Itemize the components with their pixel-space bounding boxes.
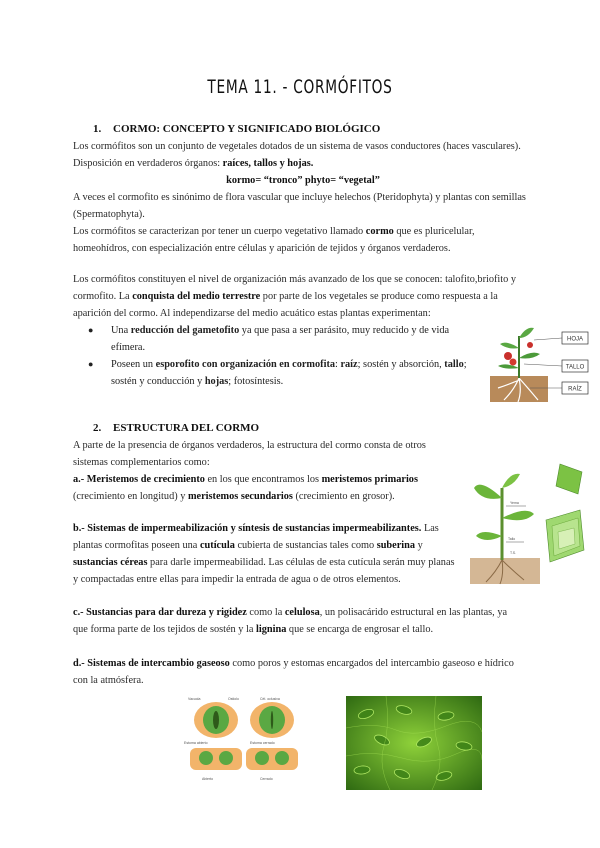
paragraph: Los cormófitos se caracterizan por tener un cuerpo vegetativo llamado cormo que es pluricelular,: [73, 226, 475, 237]
section-2-title: ESTRUCTURA DEL CORMO: [113, 422, 260, 434]
paragraph: Los cormófitos son un conjunto de vegetales dotados de un sistema de vasos conductores (haces vasculares).: [73, 141, 521, 152]
svg-text:T.S.: T.S.: [510, 551, 517, 555]
section-1-title: CORMO: CONCEPTO Y SIGNIFICADO BIOLÓGICO: [113, 123, 381, 135]
svg-text:Estoma abierto: Estoma abierto: [184, 741, 208, 745]
svg-text:Abierto: Abierto: [202, 777, 214, 781]
etymology-line: kormo= “tronco” phyto= “vegetal”: [226, 175, 380, 186]
svg-text:Cerrado: Cerrado: [260, 777, 273, 781]
plant-organs-figure: [486, 318, 590, 410]
label-tallo: TALLO: [565, 364, 585, 371]
section-2-number: 2.: [93, 422, 102, 434]
paragraph: con la atmósfera.: [73, 675, 144, 686]
paragraph: cormofito. La conquista del medio terrestre por parte de los vegetales se produce como respuesta a la: [73, 291, 498, 302]
paragraph: aparición del cormo. Al independizarse del medio acuático estas plantas experimentan:: [73, 308, 431, 319]
paragraph: a.- Meristemos de crecimiento en los que encontramos los meristemos primarios: [73, 474, 418, 485]
paragraph: (crecimiento en longitud) y meristemos secundarios (crecimiento en grosor).: [73, 491, 395, 502]
page-title: TEMA 11. - CORMÓFITOS: [207, 76, 393, 98]
svg-text:Cél. oclusiva: Cél. oclusiva: [260, 697, 280, 701]
paragraph: (Spermatophyta).: [73, 209, 145, 220]
paragraph: c.- Sustancias para dar dureza y rigidez como la celulosa, un polisacárido estructural en las plantas, ya: [73, 607, 508, 618]
paragraph: sustancias céreas para darle impermeabilidad. Las células de esta cutícula serán muy planas: [73, 557, 455, 568]
paragraph: Disposición en verdaderos órganos: raíces, tallos y hojas.: [73, 158, 314, 169]
bullet-icon: ●: [88, 359, 94, 369]
section-1-heading: [93, 123, 380, 135]
svg-text:Ostiolo: Ostiolo: [228, 697, 239, 701]
stomata-diagram-figure: [180, 694, 308, 790]
stem-cuticle-figure: [466, 458, 590, 588]
svg-text:Estoma cerrado: Estoma cerrado: [250, 741, 275, 745]
section-2-heading: [93, 422, 259, 434]
paragraph: b.- Sistemas de impermeabilización y síntesis de sustancias impermeabilizantes. Las: [73, 523, 439, 534]
paragraph: A veces el cormofito es sinónimo de flora vascular que incluye helechos (Pteridophyta) y plantas con semillas: [73, 192, 526, 203]
document-page: TEMA 11. - CORMÓFITOS 1. CORMO: CONCEPTO Y SIGNIFICADO BIOLÓGICO Los cormófitos son un conjunto de vegetales dotados de un sistema de vasos conductores (haces vasculares). Disposición en verdaderos órganos: raíces, tallos y hojas. kormo= “tronco” phyto= “vegetal” A veces el cormofito es sinónimo de flora vascular que incluye helechos (Pteridophyta) y plantas con semillas (Spermatophyta). Los cormófitos se caracterizan por tener un cuerpo vegetativo llamado cormo que es pluricelular, homeohídros, con especialización entre células y aparición de tejidos y órganos verdaderos. Los cormófitos constituyen el nivel de organización más avanzado de los que se conocen: talofito,briofito y cormofito. La conquista del medio terrestre por parte de los vegetales se produce como respuesta a la aparición del cormo. Al independizarse del medio acuático estas plantas experimentan: ● Una reducción del gametofito ya que pasa a ser parásito, muy reducido y de vida efímera. ● Poseen un esporofito con organización en cormofita: raíz; sostén y absorción, tallo; sostén y conducción y hojas; fotosíntesis. HOJA TALLO RAÍZ 2. ESTRUCTURA DEL CORMO A parte de la presencia de órganos verdaderos, la estructura del cormo consta de otros sistemas complementarios como: a.- Meristemos de crecimiento en los que encontramos los meristemos primarios (crecimiento en longitud) y meristemos secundarios (crecimiento en grosor). b.- Sistemas de impermeabilización y síntesis de sustancias impermeabilizantes. Las plantas cormofitas poseen una cutícula cubierta de sustancias tales como suberina y sustancias céreas para darle impermeabilidad. Las células de esta cutícula serán muy planas y compactadas entre ellas para impedir la entrada de agua o de otros elementos. Yema Tallo T.S. c.- Sustancias para dar dureza y rigidez como la celulosa, un polisacárido estructural en las plantas, ya que forma parte de los tejidos de sostén y la lignina que se encarga de engrosar el tallo. d.- Sistemas de intercambio gaseoso como poros y estomas encargados del intercambio gaseoso e hídrico con la atmósfera. Vacuola Ostiolo Cél. oclusiva Estoma abierto Estoma cerrado Abierto Cerrado: [0, 0, 600, 848]
label-raiz: RAÍZ: [568, 386, 582, 393]
paragraph: A parte de la presencia de órganos verdaderos, la estructura del cormo consta de otros: [73, 440, 426, 451]
svg-text:Yema: Yema: [510, 501, 519, 505]
svg-text:Vacuola: Vacuola: [188, 697, 201, 701]
paragraph: Los cormófitos constituyen el nivel de organización más avanzado de los que se conocen: talofito,briofito y: [73, 274, 517, 285]
svg-text:Tallo: Tallo: [508, 537, 516, 541]
paragraph: d.- Sistemas de intercambio gaseoso como poros y estomas encargados del intercambio gaseoso e hídrico: [73, 658, 514, 669]
paragraph: plantas cormofitas poseen una cutícula cubierta de sustancias tales como suberina y: [73, 540, 423, 551]
paragraph: sistemas complementarios como:: [73, 457, 210, 468]
paragraph: homeohídros, con especialización entre células y aparición de tejidos y órganos verdaderos.: [73, 243, 451, 254]
bullet-icon: ●: [88, 325, 94, 335]
stomata-micrograph-figure: [346, 696, 482, 790]
paragraph: que forma parte de los tejidos de sostén y la lignina que se encarga de engrosar el tallo.: [73, 624, 434, 635]
section-1-number: 1.: [93, 123, 102, 135]
label-hoja: HOJA: [566, 336, 584, 343]
paragraph: y compactadas entre ellas para impedir la entrada de agua o de otros elementos.: [73, 574, 401, 585]
